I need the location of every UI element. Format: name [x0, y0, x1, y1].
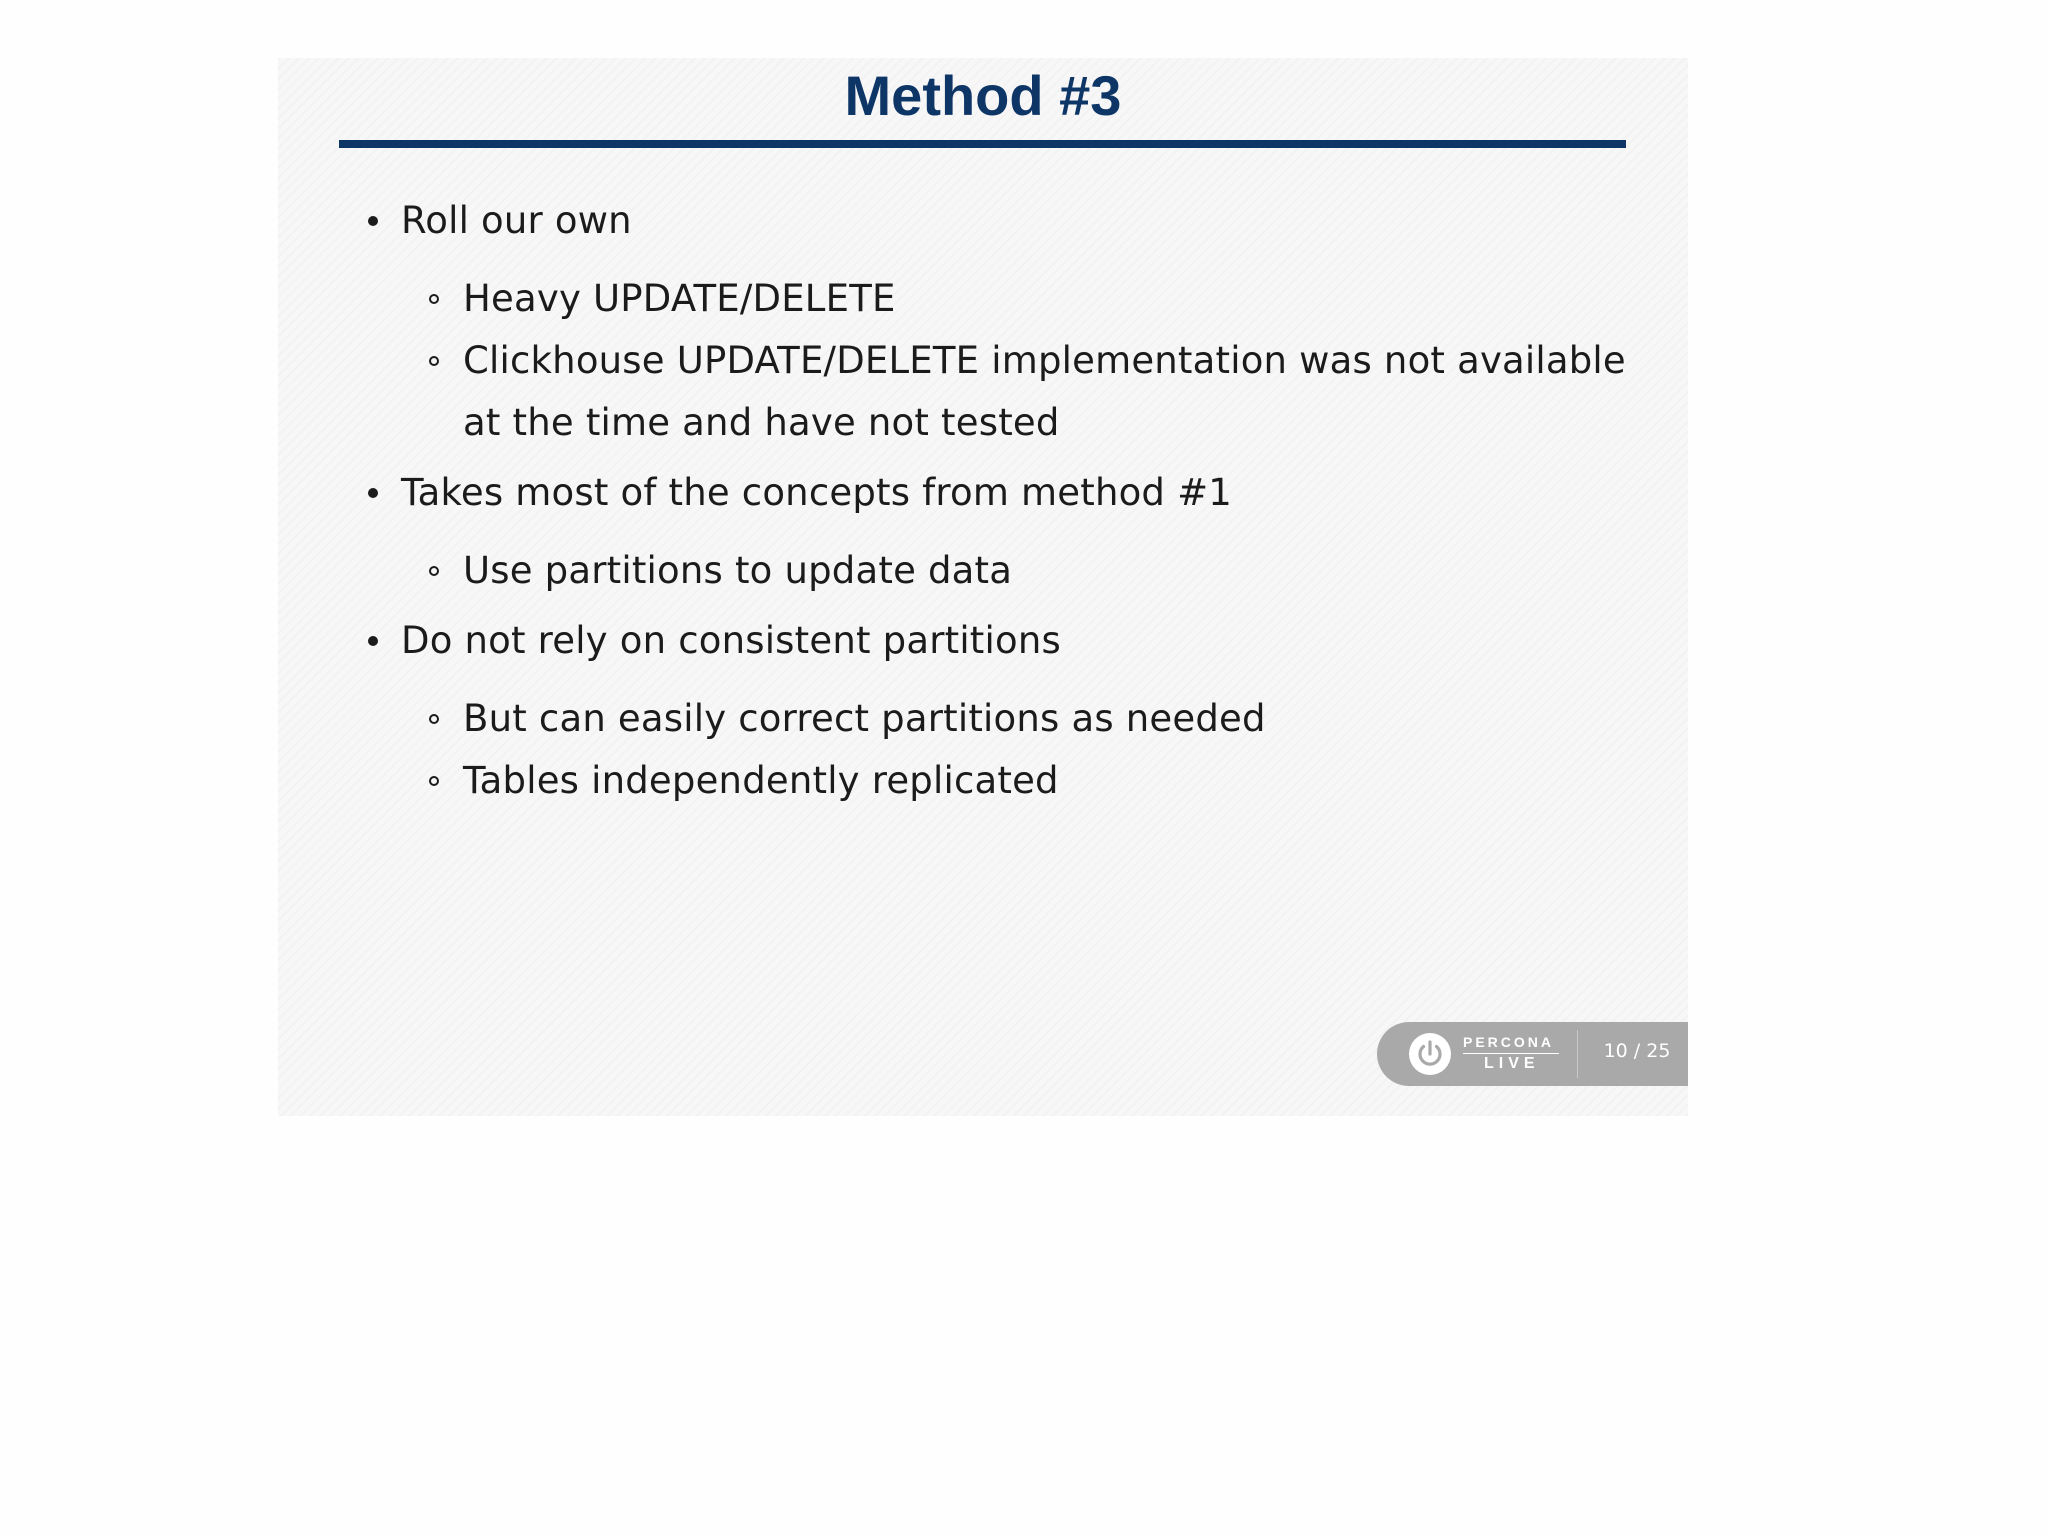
bullet-dot-icon — [368, 488, 378, 498]
brand-divider — [1463, 1053, 1559, 1054]
bullet-dot-icon — [368, 636, 378, 646]
brand-name: PERCONA — [1463, 1034, 1555, 1050]
bullet-item: Takes most of the concepts from method #1 — [401, 471, 1233, 514]
sub-bullet-item-continuation: at the time and have not tested — [463, 401, 1060, 444]
slide-footer — [1377, 1022, 1688, 1086]
power-icon — [1409, 1033, 1451, 1075]
sub-bullet-circle-icon — [429, 714, 439, 724]
bullet-dot-icon — [368, 216, 378, 226]
sub-bullet-circle-icon — [429, 566, 439, 576]
sub-bullet-item: Tables independently replicated — [463, 759, 1059, 802]
bullet-item: Roll our own — [401, 199, 632, 242]
percona-logo — [1409, 1033, 1451, 1075]
bullet-list — [278, 58, 1688, 1116]
sub-bullet-item: But can easily correct partitions as needed — [463, 697, 1266, 740]
sub-bullet-circle-icon — [429, 776, 439, 786]
bullet-item: Do not rely on consistent partitions — [401, 619, 1061, 662]
slide — [278, 58, 1688, 1116]
footer-divider — [1577, 1030, 1578, 1078]
sub-bullet-item: Clickhouse UPDATE/DELETE implementation was not available — [463, 339, 1626, 382]
page-counter: 10 / 25 — [1603, 1040, 1671, 1062]
sub-bullet-circle-icon — [429, 356, 439, 366]
slide-title: Method #3 — [844, 64, 1122, 127]
sub-bullet-item: Heavy UPDATE/DELETE — [463, 277, 896, 320]
sub-bullet-circle-icon — [429, 294, 439, 304]
sub-bullet-item: Use partitions to update data — [463, 549, 1013, 592]
brand-subtitle: LIVE — [1484, 1055, 1540, 1072]
